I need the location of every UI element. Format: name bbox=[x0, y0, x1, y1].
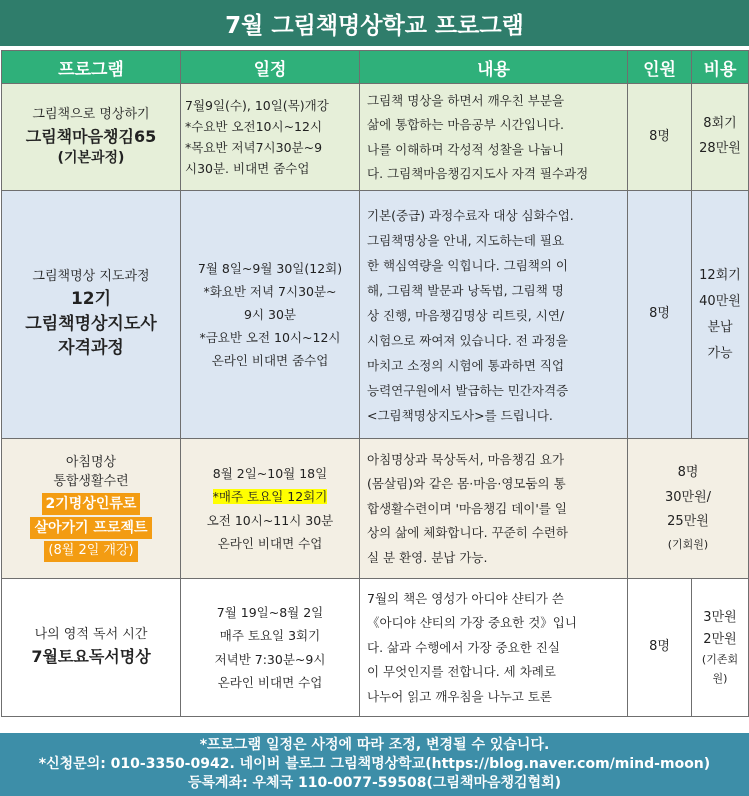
cost-note: (기회원) bbox=[667, 538, 709, 552]
schedule-cell bbox=[181, 84, 360, 191]
cost-line: 가능 bbox=[707, 345, 733, 361]
schedule-line: 온라인 비대면 수업 bbox=[217, 535, 323, 551]
content-cell bbox=[360, 439, 628, 579]
header-program: 프로그램 bbox=[2, 51, 181, 84]
content-line: 그림책명상을 안내, 지도하는데 필요 bbox=[367, 232, 565, 248]
program-cell bbox=[2, 191, 181, 439]
content-line: 능력연구원에서 발급하는 민간자격증 bbox=[367, 382, 569, 398]
cost-note: 원) bbox=[712, 671, 728, 685]
schedule-line: *금요반 오전 10시~12시 bbox=[199, 330, 341, 346]
content-line: 합생활수련이며 '마음챙김 데이'를 일 bbox=[367, 500, 567, 516]
cost-cell bbox=[692, 579, 749, 717]
content-line: 다. 그림책마음챙김지도사 자격 필수과정 bbox=[367, 165, 589, 181]
content-line: 다. 삶과 수행에서 가장 중요한 진실 bbox=[367, 639, 560, 655]
schedule-line: 9시 30분 bbox=[244, 306, 296, 322]
cost-line: 분납 bbox=[707, 319, 733, 335]
people-cell: 8명 bbox=[628, 579, 692, 717]
table-row bbox=[2, 84, 749, 191]
schedule-cell bbox=[181, 439, 360, 579]
program-highlight: 2기명상인류로 bbox=[42, 493, 141, 515]
table-row bbox=[2, 439, 749, 579]
schedule-line: *수요반 오전10시~12시 bbox=[185, 118, 323, 134]
program-subtitle: 아침명상 bbox=[65, 454, 117, 470]
content-line: 마치고 소정의 시험에 통과하면 직업 bbox=[367, 357, 565, 373]
cost-line: 30만원/ bbox=[664, 489, 712, 505]
program-name: 그림책명상지도사 bbox=[25, 313, 157, 334]
schedule-cell bbox=[181, 579, 360, 717]
program-cell bbox=[2, 579, 181, 717]
program-cohort: 12기 bbox=[70, 288, 112, 309]
people-cost-cell bbox=[628, 439, 749, 579]
program-name: 그림책마음챙김65 bbox=[25, 126, 157, 146]
schedule-line: *목요반 저녁7시30분~9 bbox=[185, 140, 323, 155]
content-cell bbox=[360, 191, 628, 439]
people-line: 8명 bbox=[677, 465, 699, 481]
content-line: 기본(중급) 과정수료자 대상 심화수업. bbox=[367, 207, 574, 223]
content-line: 《아디야 샨티의 가장 중요한 것》입니 bbox=[367, 615, 577, 631]
program-start-date: (8월 2일 개강) bbox=[44, 541, 137, 562]
header-cost: 비용 bbox=[692, 51, 749, 84]
content-line: 한 핵심역량을 익힙니다. 그림책의 이 bbox=[367, 257, 568, 273]
cost-line: 12회기 bbox=[699, 267, 741, 283]
program-table bbox=[1, 50, 749, 717]
content-line: 상의 삶에 체화합니다. 꾸준히 수련하 bbox=[367, 525, 568, 541]
content-cell bbox=[360, 84, 628, 191]
content-line: 7월의 책은 영성가 아디야 샨티가 쓴 bbox=[367, 591, 564, 607]
content-line: (몸살림)와 같은 몸·마음·영모둠의 통 bbox=[367, 476, 566, 492]
program-subtitle: 통합생활수련 bbox=[53, 473, 129, 489]
content-line: 상 진행, 마음챙김명상 리트릿, 시연/ bbox=[367, 307, 565, 323]
program-subtitle: 그림책명상 지도과정 bbox=[32, 269, 150, 285]
cost-line: 40만원 bbox=[699, 293, 741, 309]
program-note: 자격과정 bbox=[58, 338, 124, 359]
footer-account: 등록계좌: 우체국 110-0077-59508(그림책마음챙김협회) bbox=[187, 775, 562, 791]
schedule-line: 7월9일(수), 10일(목)개강 bbox=[185, 97, 329, 113]
program-note: (기본과정) bbox=[57, 149, 125, 166]
program-subtitle: 나의 영적 독서 시간 bbox=[34, 627, 148, 643]
cost-cell bbox=[692, 84, 749, 191]
content-line: 이 무엇인지를 전합니다. 세 차례로 bbox=[367, 664, 556, 680]
content-line: <그림책명상지도사>를 드립니다. bbox=[367, 407, 553, 423]
cost-cell bbox=[692, 191, 749, 439]
schedule-line: 온라인 비대면 줌수업 bbox=[211, 353, 329, 369]
content-line: 실 분 환영. 분납 가능. bbox=[367, 549, 488, 565]
header-content: 내용 bbox=[360, 51, 628, 84]
table-row bbox=[2, 191, 749, 439]
content-line: 해, 그림책 발문과 낭독법, 그림책 명 bbox=[367, 282, 564, 298]
schedule-highlight: *매주 토요일 12회기 bbox=[212, 489, 328, 505]
schedule-line: 저녁반 7:30분~9시 bbox=[214, 651, 326, 667]
program-highlight: 살아가기 프로젝트 bbox=[30, 517, 151, 539]
content-line: 나를 이해하며 각성적 성찰을 나눕니 bbox=[367, 141, 565, 157]
schedule-line: 7월 19일~8월 2일 bbox=[216, 605, 324, 621]
cost-note: (기존회 bbox=[701, 652, 739, 666]
schedule-line: 오전 10시~11시 30분 bbox=[206, 512, 334, 528]
header-row bbox=[2, 51, 749, 84]
content-cell bbox=[360, 579, 628, 717]
header-schedule: 일정 bbox=[181, 51, 360, 84]
cost-line: 25만원 bbox=[667, 514, 709, 530]
cost-line: 8회기 bbox=[703, 116, 737, 132]
footer-contact: *신청문의: 010-3350-0942. 네이버 블로그 그림책명상학교(https://blog.naver.com/mind-moon) bbox=[38, 756, 711, 772]
content-line: 시험으로 짜여져 있습니다. 전 과정을 bbox=[367, 332, 568, 348]
schedule-line: 매주 토요일 3회기 bbox=[219, 628, 321, 644]
program-subtitle: 그림책으로 명상하기 bbox=[32, 106, 150, 122]
footer-notice: *프로그램 일정은 사정에 따라 조정, 변경될 수 있습니다. bbox=[199, 737, 550, 753]
content-line: 그림책 명상을 하면서 깨우친 부분을 bbox=[367, 92, 565, 108]
table-row bbox=[2, 579, 749, 717]
footer-info bbox=[0, 733, 749, 796]
people-cell: 8명 bbox=[628, 191, 692, 439]
program-cell bbox=[2, 439, 181, 579]
content-line: 나누어 읽고 깨우침을 나누고 토론 bbox=[367, 688, 552, 704]
schedule-line: 7월 8일~9월 30일(12회) bbox=[197, 260, 343, 276]
program-name: 7월토요독서명상 bbox=[31, 647, 151, 667]
cost-line: 2만원 bbox=[703, 631, 737, 647]
cost-line: 3만원 bbox=[703, 609, 737, 625]
schedule-line: *화요반 저녁 7시30분~ bbox=[203, 283, 337, 299]
cost-line: 28만원 bbox=[699, 141, 741, 156]
header-people: 인원 bbox=[628, 51, 692, 84]
page-title: 7월 그림책명상학교 프로그램 bbox=[0, 0, 749, 46]
content-line: 삶에 통합하는 마음공부 시간입니다. bbox=[367, 117, 565, 133]
people-cell: 8명 bbox=[628, 84, 692, 191]
schedule-cell bbox=[181, 191, 360, 439]
schedule-line: 8월 2일~10월 18일 bbox=[212, 466, 328, 482]
program-cell bbox=[2, 84, 181, 191]
content-line: 아침명상과 묵상독서, 마음챙김 요가 bbox=[367, 452, 565, 468]
schedule-line: 시30분. 비대면 줌수업 bbox=[185, 161, 310, 177]
schedule-line: 온라인 비대면 수업 bbox=[217, 674, 323, 690]
